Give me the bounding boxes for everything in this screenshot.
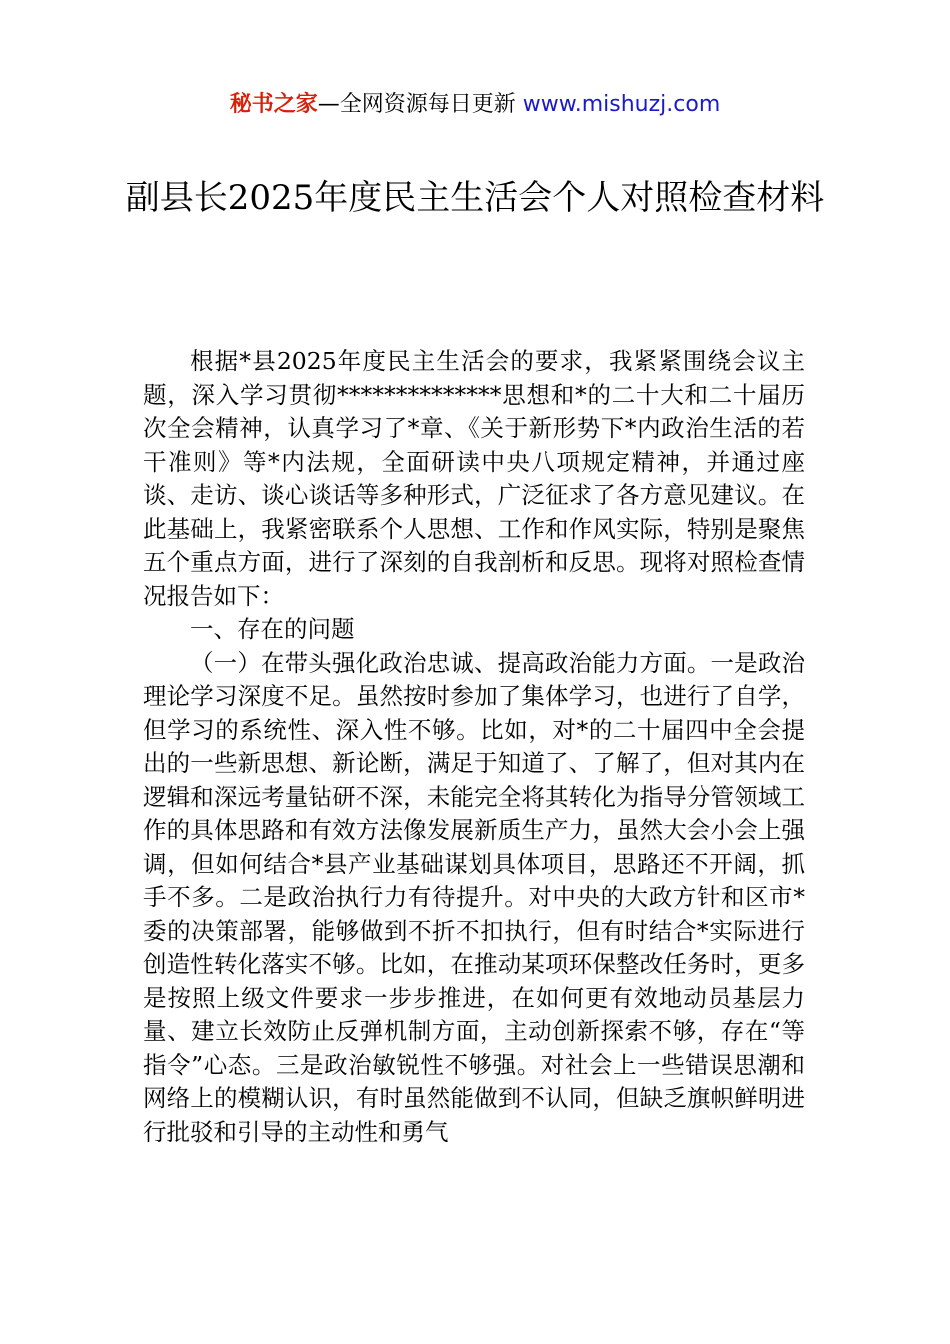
document-body bbox=[143, 345, 805, 1149]
site-name: 秘书之家 bbox=[229, 92, 318, 117]
body-paragraph: （一）在带头强化政治忠诚、提高政治能力方面。一是政治理论学习深度不足。虽然按时参加了集体学习，也进行了自学，但学习的系统性、深入性不够。比如，对*的二十届四中全会提出的一些新思想、新论断，满足于知道了、了解了，但对其内在逻辑和深远考量钻研不深，未能完全将其转化为指导分管领域工作的具体思路和有效方法像发展新质生产力，虽然大会小会上强调，但如何结合*县产业基础谋划具体项目，思路还不开阔，抓手不多。二是政治执行力有待提升。对中央的大政方针和区市*委的决策部署，能够做到不折不扣执行，但有时结合*实际进行创造性转化落实不够。比如，在推动某项环保整改任务时，更多是按照上级文件要求一步步推进，在如何更有效地动员基层力量、建立长效防止反弹机制方面，主动创新探索不够，存在“等指令”心态。三是政治敏锐性不够强。对社会上一些错误思潮和网络上的模糊认识，有时虽然能做到不认同，但缺乏旗帜鲜明进行批驳和引导的主动性和勇气 bbox=[143, 648, 805, 1146]
site-header bbox=[0, 88, 950, 122]
section-heading: 一、存在的问题 bbox=[190, 615, 355, 643]
intro-paragraph: 根据*县2025年度民主生活会的要求，我紧紧围绕会议主题，深入学习贯彻**************思想和*的二十大和二十届历次全会精神，认真学习了*章、《关于新形势下*内政治生活的若干准则》等*内法规，全面研读中央八项规定精神，并通过座谈、走访、谈心谈话等多种形式，广泛征求了各方意见建议。在此基础上，我紧密联系个人思想、工作和作风实际，特别是聚焦五个重点方面，进行了深刻的自我剖析和反思。现将对照检查情况报告如下： bbox=[143, 347, 805, 610]
document-title: 副县长2025年度民主生活会个人对照检查材料 bbox=[125, 178, 825, 218]
site-tagline: —全网资源每日更新 bbox=[317, 92, 523, 117]
site-url-link[interactable]: www.mishuzj.com bbox=[522, 92, 721, 117]
